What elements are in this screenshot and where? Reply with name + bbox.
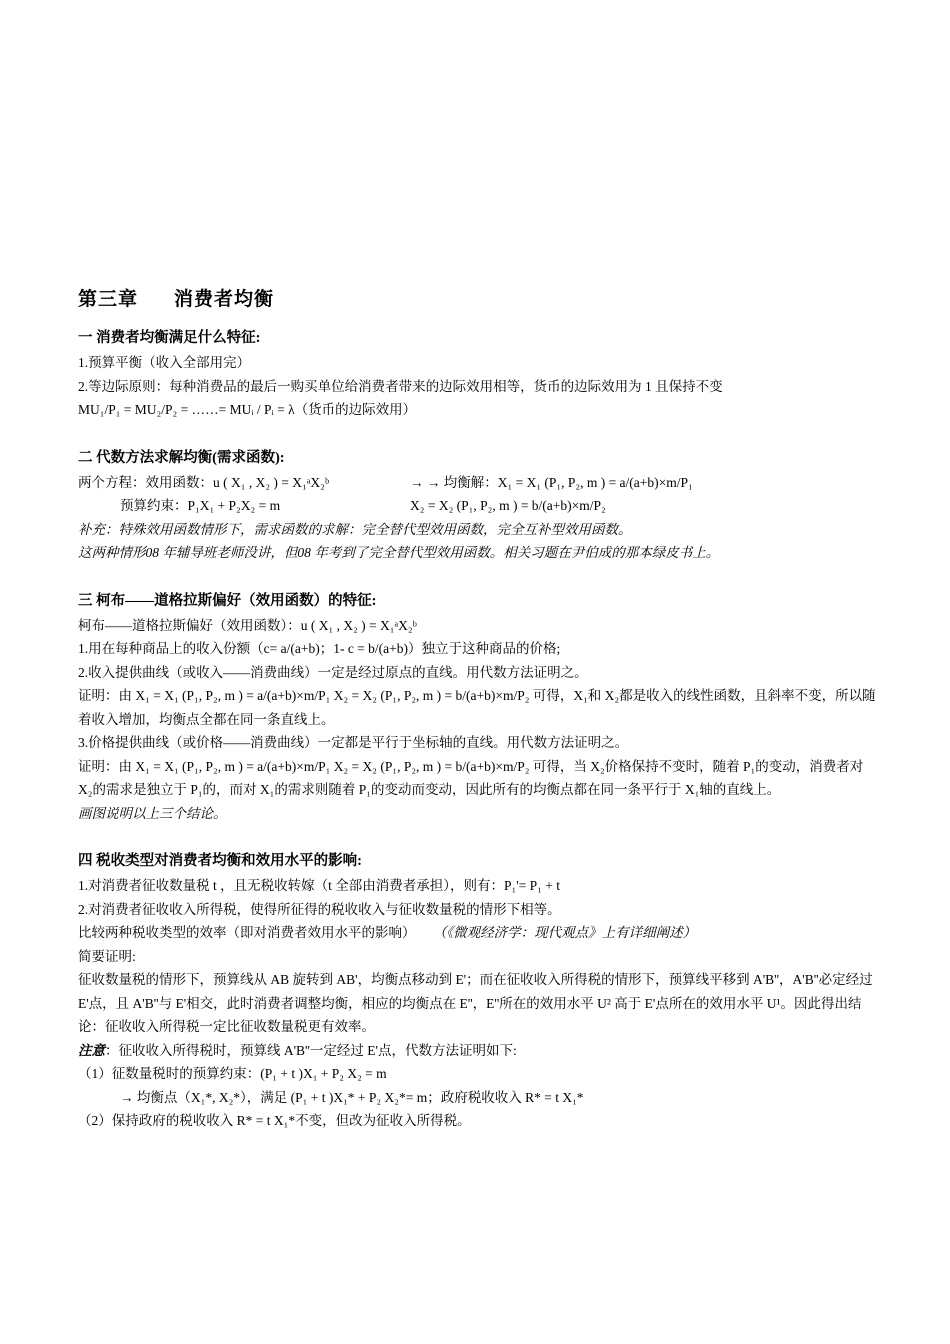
s2-eq-row-1 [78,471,878,495]
s3-line-2: 1.用在每种商品上的收入份额（c= a/(a+b)；1- c = b/(a+b)）独立于这种商品的价格; [78,641,561,656]
s4-attention-text: ：征收收入所得税时，预算线 A'B''一定经过 E'点，代数方法证明如下: [105,1042,517,1058]
s3-line-3: 2.收入提供曲线（或收入——消费曲线）一定是经过原点的直线。用代数方法证明之。 [78,664,588,680]
s4-line-5: 征收数量税的情形下，预算线从 AB 旋转到 AB'，均衡点移动到 E'；而在征收收入所得税的情形下，预算线平移到 A'B''，A'B''必定经过 E'点，且 A'B''与 E'相交，此时消费者调整均衡，相应的均衡点在 E''，E''所在的效用水平 U² 高于 E'点所在的效用水平 U¹。因此得出结论：征收收入所得税一定比征收数量税更有效率。 [78,972,873,1034]
s4-line-4: 简要证明: [78,948,136,964]
chapter-number: 第三章 [78,289,139,310]
s3-note: 画图说明以上三个结论。 [78,805,227,821]
s4-attention-label: 注意 [78,1042,105,1058]
s3-proof-1: 证明：由 X₁ = X₁ (P₁, P₂, m ) = a/(a+b)×m/P₁ X₂ = X₂ (P₁, P₂, m ) = b/(a+b)×m/P₂ 可得，X₁和 X₂都是收入的线性函数，且斜率不变，所以随着收入增加，均衡点全都在同一条直线上。 [78,688,876,727]
s4-line-3-text: 比较两种税收类型的效率（即对消费者效用水平的影响） [78,925,416,940]
document-page [78,284,878,1133]
s2-eq-row-2 [78,494,878,518]
section-3-heading: 三 柯布——道格拉斯偏好（效用函数）的特征: [78,592,377,609]
section-1-heading: 一 消费者均衡满足什么特征: [78,330,261,346]
s4-line-1: 1.对消费者征收数量税 t ，且无税收转嫁（t 全部由消费者承担），则有：P₁'= P₁ + t [78,878,560,893]
s2-eq2-right: X₂ = X₂ (P₁, P₂, m ) = b/(a+b)×m/P₂ [410,498,606,513]
chapter-name: 消费者均衡 [174,289,275,310]
section-4-heading: 四 税收类型对消费者均衡和效用水平的影响: [78,853,362,869]
s1-line-2: 2.等边际原则：每种消费品的最后一购买单位给消费者带来的边际效用相等，货币的边际效用为 1 且保持不变 [78,378,723,394]
section-2-heading: 二 代数方法求解均衡(需求函数): [78,449,285,466]
chapter-title [78,284,878,311]
s4-item-1: （1）征数量税时的预算约束：(P₁ + t )X₁ + P₂ X₂ = m [78,1066,387,1081]
s2-note-1: 补充：特殊效用函数情形下，需求函数的求解：完全替代型效用函数，完全互补型效用函数。 [78,521,632,537]
s2-eq1-right: → → 均衡解：X₁ = X₁ (P₁, P₂, m ) = a/(a+b)×m/P₁ [410,474,693,490]
s4-line-2: 2.对消费者征收收入所得税，使得所征得的税收收入与征收数量税的情形下相等。 [78,901,561,917]
s4-attention [78,1039,878,1063]
s1-line-1: 1.预算平衡（收入全部用完） [78,355,251,370]
s4-item-2: （2）保持政府的税收收入 R* = t X₁*不变，但改为征收入所得税。 [78,1113,471,1128]
s4-line-3 [78,921,878,945]
s1-formula: MU₁/P₁ = MU₂/P₂ = ……= MUᵢ / Pᵢ = λ（货币的边际效用） [78,402,417,417]
s4-line-3-reference: （《微观经济学：现代观点》上有详细阐述） [432,925,697,940]
s3-line-1: 柯布——道格拉斯偏好（效用函数）：u ( X₁ , X₂ ) = X₁ᵃX₂ᵇ [78,617,417,633]
s2-note-2: 这两种情形08 年辅导班老师没讲，但08 年考到了完全替代型效用函数。相关习题在尹伯成的那本绿皮书上。 [78,545,720,560]
s3-proof-2: 证明：由 X₁ = X₁ (P₁, P₂, m ) = a/(a+b)×m/P₁ X₂ = X₂ (P₁, P₂, m ) = b/(a+b)×m/P₂ 可得，当 X₂价格保持不变时，随着 P₁的变动，消费者对 X₂的需求是独立于 P₁的，而对 X₁的需求则随着 P₁的变动而变动，因此所有的均衡点都在同一条平行于 X₁轴的直线上。 [78,758,864,797]
s3-line-4: 3.价格提供曲线（或价格——消费曲线）一定都是平行于坐标轴的直线。用代数方法证明之。 [78,735,629,750]
s2-eq2-left: 预算约束：P₁X₁ + P₂X₂ = m [120,498,281,513]
s4-item-1b: → 均衡点（X₁*, X₂*），满足 (P₁ + t )X₁* + P₂ X₂*= m；政府税收收入 R* = t X₁* [120,1089,584,1105]
s2-eq1-left: 两个方程：效用函数：u ( X₁ , X₂ ) = X₁ᵃX₂ᵇ [78,474,330,490]
